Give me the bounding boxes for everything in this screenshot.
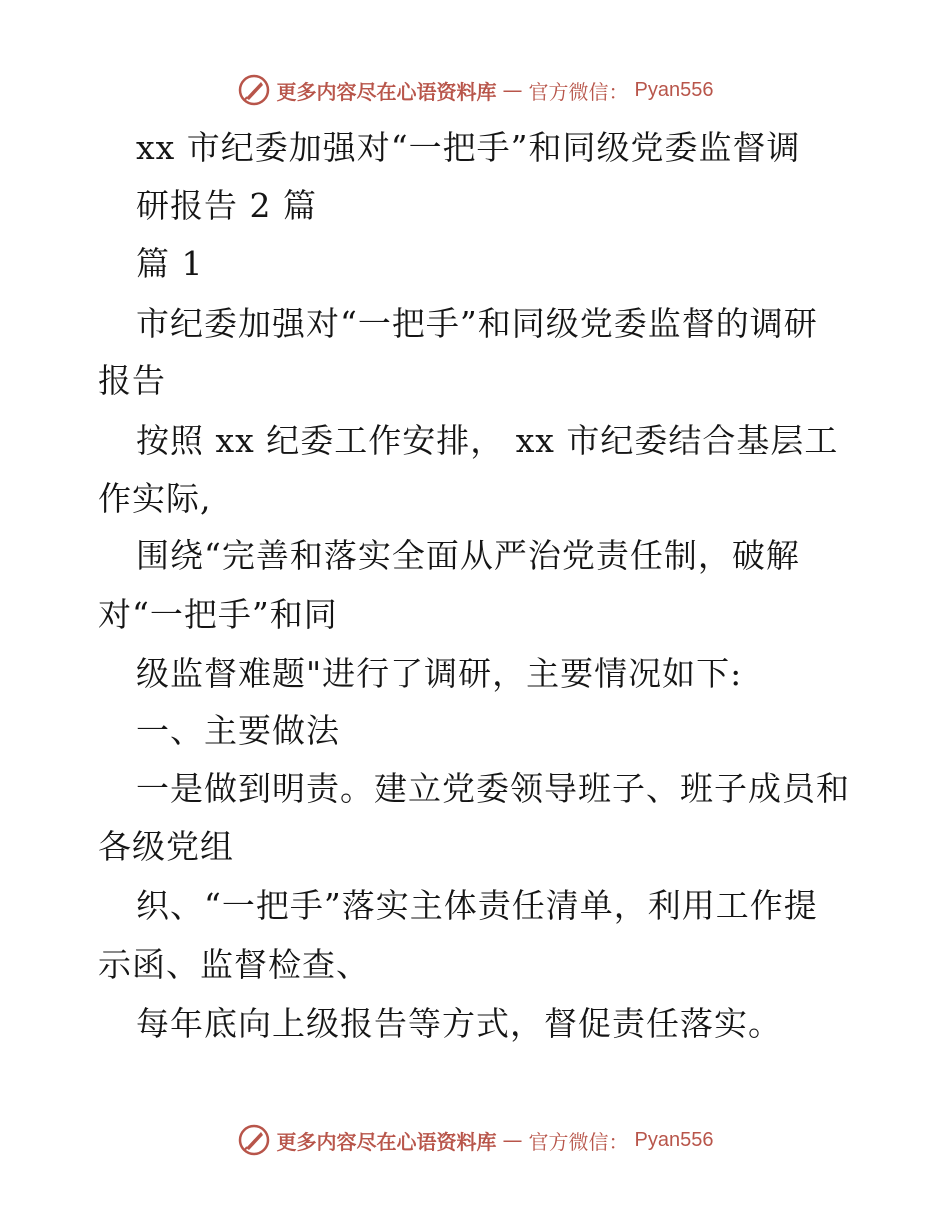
text-line: 各级党组 (98, 827, 234, 866)
text-line: 作实际, (98, 479, 212, 518)
text-line: 市纪委加强对“一把手”和同级党委监督的调研 (136, 304, 818, 343)
text-line: 每年底向上级报告等方式，督促责任落实。 (136, 1004, 782, 1043)
text-line: 示函、监督检查、 (98, 945, 370, 984)
watermark-brand-text: 更多内容尽在心语资料库 (276, 79, 497, 104)
header-watermark (0, 72, 950, 108)
text-line: 围绕“完善和落实全面从严治党责任制，破解 (136, 536, 800, 575)
text-line: 一是做到明责。建立党委领导班子、班子成员和 (136, 769, 850, 808)
watermark-separator: — (502, 78, 523, 102)
text-line: 织、“一把手”落实主体责任清单，利用工作提 (136, 886, 818, 925)
text-line: 按照 xx 纪委工作安排， xx 市纪委结合基层工 (136, 421, 839, 460)
watermark-separator: — (502, 1128, 523, 1152)
watermark-wechat-prefix: 官方微信： (528, 1129, 629, 1154)
title-line-1: xx 市纪委加强对“一把手”和同级党委监督调 (136, 128, 801, 167)
text-line: 级监督难题"进行了调研，主要情况如下: (136, 654, 743, 693)
quill-pen-icon (237, 73, 271, 107)
watermark-wechat-id: Pyan556 (634, 1128, 714, 1151)
text-line: 报告 (98, 361, 166, 400)
section-heading: 篇 1 (136, 244, 204, 283)
watermark-wechat-id: Pyan556 (634, 78, 714, 101)
watermark-brand-text: 更多内容尽在心语资料库 (276, 1129, 497, 1154)
quill-pen-icon (237, 1123, 271, 1157)
subheading: 一、主要做法 (136, 711, 340, 750)
footer-watermark (0, 1122, 950, 1158)
watermark-wechat-prefix: 官方微信： (528, 79, 629, 104)
text-line: 对“一把手”和同 (98, 595, 338, 634)
title-line-2: 研报告 2 篇 (136, 186, 317, 225)
